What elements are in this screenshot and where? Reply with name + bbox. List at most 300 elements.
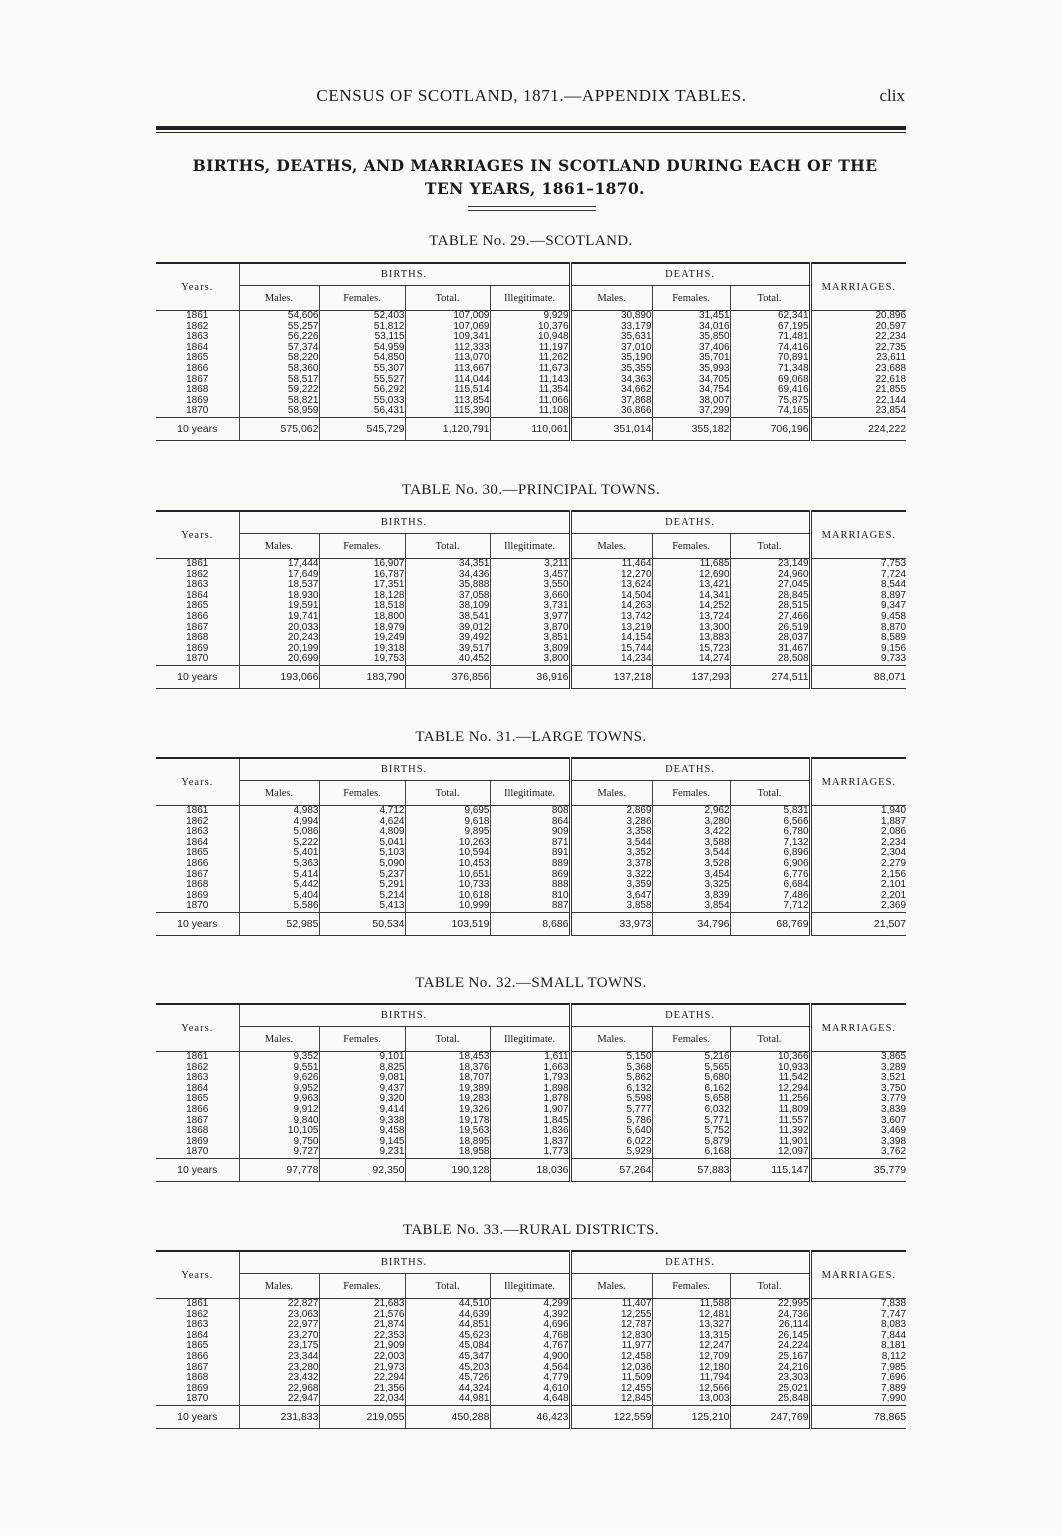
cell-deaths-females: 13,315	[698, 1329, 730, 1341]
cell-births-males: 9,750	[293, 1135, 319, 1147]
cell-births-illegitimate: 11,066	[538, 394, 569, 406]
cell-births-males: 22,968	[287, 1382, 319, 1394]
cell-deaths-total: 26,145	[777, 1329, 809, 1341]
cell-deaths-males: 5,786	[626, 1114, 652, 1126]
cell-years: 1864	[186, 341, 209, 353]
cell-deaths-males: 6,022	[626, 1135, 652, 1147]
cell-births-total: 19,389	[458, 1082, 490, 1094]
cell-births-total: 19,563	[458, 1125, 490, 1137]
cell-births-illegitimate: 1,898	[543, 1082, 569, 1094]
deaths-total-header: Total.	[730, 286, 810, 311]
column-births-females	[319, 559, 405, 666]
cell-deaths-total: 23,149	[777, 558, 809, 569]
cell-marriages: 9,347	[881, 600, 907, 612]
cell-marriages: 7,889	[881, 1382, 907, 1394]
cell-deaths-total: 11,809	[778, 1103, 809, 1115]
cell-marriages: 9,458	[881, 610, 907, 622]
cell-deaths-females: 38,007	[698, 394, 730, 406]
cell-births-females: 21,909	[373, 1340, 405, 1352]
births-total-header: Total.	[405, 534, 490, 559]
column-deaths-females	[652, 1299, 730, 1406]
cell-births-illegitimate: 1,836	[543, 1125, 569, 1137]
cell-births-illegitimate: 909	[551, 826, 569, 838]
deaths-males-header: Males.	[570, 534, 652, 559]
cell-births-males: 9,912	[293, 1103, 319, 1115]
cell-deaths-total: 28,508	[777, 653, 809, 665]
deaths-header: DEATHS.	[570, 1251, 810, 1274]
cell-births-females: 21,874	[373, 1319, 405, 1331]
column-births-total	[405, 311, 490, 418]
deaths-total-header: Total.	[730, 534, 810, 559]
cell-births-illegitimate: 11,143	[538, 373, 569, 385]
births-header: BIRTHS.	[239, 263, 570, 286]
cell-births-females: 9,437	[379, 1082, 405, 1094]
cell-births-total: 10,733	[458, 879, 490, 891]
cell-years: 1865	[186, 352, 209, 364]
cell-births-females: 17,351	[373, 579, 405, 591]
total-label: 10 years	[156, 417, 239, 440]
column-births-total	[405, 559, 490, 666]
cell-marriages: 7,985	[881, 1361, 907, 1373]
total-deaths-females: 57,883	[652, 1158, 730, 1181]
cell-deaths-females: 11,588	[699, 1298, 730, 1309]
cell-years: 1861	[186, 310, 209, 321]
cell-births-illegitimate: 887	[551, 900, 569, 912]
births-males-header: Males.	[239, 1027, 319, 1052]
cell-births-total: 44,510	[458, 1298, 490, 1309]
cell-years: 1870	[186, 653, 209, 665]
cell-births-illegitimate: 3,870	[543, 621, 569, 633]
cell-births-illegitimate: 1,663	[543, 1061, 569, 1073]
total-marriages: 35,779	[810, 1158, 906, 1181]
cell-births-total: 18,707	[458, 1072, 490, 1084]
cell-years: 1867	[186, 1361, 209, 1373]
cell-births-illegitimate: 3,800	[543, 653, 569, 665]
cell-births-females: 19,753	[373, 653, 405, 665]
cell-deaths-females: 5,680	[704, 1072, 730, 1084]
deaths-females-header: Females.	[652, 286, 730, 311]
cell-years: 1867	[186, 1114, 209, 1126]
cell-deaths-total: 12,097	[777, 1146, 809, 1158]
cell-deaths-males: 3,647	[626, 889, 652, 901]
cell-births-total: 44,639	[458, 1308, 490, 1320]
cell-births-total: 10,999	[458, 900, 490, 912]
cell-births-males: 5,442	[293, 879, 319, 891]
cell-births-illegitimate: 4,779	[543, 1372, 569, 1384]
cell-births-total: 40,452	[458, 653, 490, 665]
births-males-header: Males.	[239, 534, 319, 559]
cell-marriages: 8,870	[881, 621, 907, 633]
cell-marriages: 2,304	[881, 847, 907, 859]
cell-deaths-females: 13,724	[698, 610, 730, 622]
cell-years: 1869	[186, 642, 209, 654]
cell-births-males: 20,243	[287, 632, 319, 644]
cell-years: 1865	[186, 600, 209, 612]
total-births-males: 231,833	[239, 1405, 319, 1428]
cell-deaths-total: 62,341	[777, 310, 809, 321]
cell-deaths-total: 11,256	[778, 1093, 809, 1105]
cell-deaths-males: 3,358	[626, 826, 652, 838]
cell-births-total: 35,888	[458, 579, 490, 591]
main-title-line2: TEN YEARS, 1861–1870.	[425, 179, 645, 198]
cell-births-total: 44,851	[458, 1319, 490, 1331]
deaths-header: DEATHS.	[570, 1004, 810, 1027]
cell-births-females: 54,850	[373, 352, 405, 364]
cell-births-females: 4,809	[379, 826, 405, 838]
cell-births-males: 22,977	[287, 1319, 319, 1331]
cell-births-males: 5,363	[293, 857, 319, 869]
cell-deaths-males: 13,742	[620, 610, 652, 622]
cell-deaths-females: 13,421	[698, 579, 730, 591]
cell-births-females: 8,825	[379, 1061, 405, 1073]
cell-births-females: 52,403	[373, 310, 405, 321]
cell-deaths-males: 37,010	[620, 341, 652, 353]
cell-deaths-total: 10,366	[777, 1051, 809, 1062]
total-births-illegitimate: 110,061	[490, 417, 570, 440]
cell-marriages: 3,865	[881, 1051, 907, 1062]
cell-deaths-total: 24,960	[777, 568, 809, 580]
cell-births-illegitimate: 1,845	[543, 1114, 569, 1126]
cell-deaths-males: 13,219	[620, 621, 652, 633]
cell-births-males: 22,827	[287, 1298, 319, 1309]
cell-deaths-females: 5,752	[704, 1125, 730, 1137]
cell-deaths-total: 11,557	[778, 1114, 809, 1126]
cell-births-females: 9,231	[379, 1146, 405, 1158]
header-row-columns	[156, 781, 906, 806]
cell-births-total: 113,854	[454, 394, 490, 406]
cell-births-males: 57,374	[287, 341, 319, 353]
cell-deaths-males: 12,455	[620, 1382, 652, 1394]
cell-births-males: 22,947	[287, 1393, 319, 1405]
cell-births-males: 18,930	[287, 589, 319, 601]
cell-deaths-males: 6,132	[626, 1082, 652, 1094]
cell-births-females: 21,576	[373, 1308, 405, 1320]
cell-births-males: 58,959	[287, 405, 319, 417]
deaths-total-header: Total.	[730, 1274, 810, 1299]
cell-births-illegitimate: 3,550	[543, 579, 569, 591]
cell-marriages: 2,086	[881, 826, 907, 838]
cell-births-females: 53,115	[374, 331, 405, 343]
cell-births-illegitimate: 1,793	[543, 1072, 569, 1084]
cell-births-illegitimate: 10,376	[537, 320, 569, 332]
cell-births-total: 114,044	[454, 373, 490, 385]
total-deaths-males: 137,218	[570, 665, 652, 688]
cell-marriages: 3,839	[881, 1103, 907, 1115]
years-header: Years.	[156, 1004, 239, 1052]
cell-births-illegitimate: 11,108	[538, 405, 569, 417]
cell-births-illegitimate: 810	[551, 889, 569, 901]
cell-deaths-total: 23,303	[777, 1372, 809, 1384]
cell-births-illegitimate: 4,610	[543, 1382, 569, 1394]
cell-births-total: 45,203	[458, 1361, 490, 1373]
births-total-header: Total.	[405, 1274, 490, 1299]
total-label: 10 years	[156, 1158, 239, 1181]
cell-years: 1868	[186, 879, 209, 891]
cell-births-total: 38,109	[458, 600, 490, 612]
total-deaths-males: 57,264	[570, 1158, 652, 1181]
cell-marriages: 8,589	[881, 632, 907, 644]
data-row-block	[156, 1299, 906, 1406]
column-marriages	[810, 1299, 906, 1406]
cell-years: 1870	[186, 1393, 209, 1405]
cell-births-females: 9,414	[379, 1103, 405, 1115]
totals-row	[156, 665, 906, 688]
cell-births-total: 45,623	[458, 1329, 490, 1341]
cell-years: 1866	[186, 857, 209, 869]
cell-births-females: 18,128	[373, 589, 405, 601]
cell-years: 1866	[186, 1350, 209, 1362]
cell-births-females: 9,101	[379, 1051, 405, 1062]
cell-births-females: 5,041	[379, 836, 405, 848]
column-births-illegitimate	[490, 559, 570, 666]
cell-births-illegitimate: 4,392	[543, 1308, 569, 1320]
cell-deaths-females: 12,566	[698, 1382, 730, 1394]
cell-births-illegitimate: 4,767	[543, 1340, 569, 1352]
column-births-males	[239, 1299, 319, 1406]
cell-births-total: 112,333	[454, 341, 490, 353]
cell-deaths-females: 11,685	[699, 558, 730, 569]
cell-births-females: 51,812	[373, 320, 405, 332]
deaths-males-header: Males.	[570, 1274, 652, 1299]
cell-births-males: 9,727	[293, 1146, 319, 1158]
column-marriages	[810, 806, 906, 913]
totals-row	[156, 1158, 906, 1181]
cell-deaths-females: 37,299	[698, 405, 730, 417]
column-deaths-males	[570, 806, 652, 913]
cell-deaths-total: 69,416	[777, 384, 809, 396]
census-table	[156, 757, 906, 936]
cell-births-illegitimate: 869	[551, 868, 569, 880]
cell-deaths-females: 13,883	[698, 632, 730, 644]
cell-births-females: 22,034	[373, 1393, 405, 1405]
cell-births-total: 109,341	[453, 331, 490, 343]
cell-births-females: 9,338	[379, 1114, 405, 1126]
cell-births-total: 113,667	[454, 362, 490, 374]
cell-marriages: 3,607	[881, 1114, 907, 1126]
cell-deaths-males: 11,464	[621, 558, 652, 569]
cell-deaths-females: 13,003	[698, 1393, 730, 1405]
marriages-header: MARRIAGES.	[810, 1004, 906, 1052]
cell-deaths-total: 11,392	[778, 1125, 809, 1137]
cell-years: 1866	[186, 610, 209, 622]
cell-deaths-males: 3,286	[626, 815, 652, 827]
cell-births-illegitimate: 3,851	[543, 632, 569, 644]
table-title: TABLE No. 30.—PRINCIPAL TOWNS.	[401, 482, 661, 498]
cell-years: 1866	[186, 1103, 209, 1115]
cell-years: 1868	[186, 632, 209, 644]
cell-births-total: 44,324	[458, 1382, 490, 1394]
cell-births-females: 16,907	[373, 558, 405, 569]
cell-deaths-females: 3,854	[704, 900, 730, 912]
cell-years: 1869	[186, 1135, 209, 1147]
cell-marriages: 2,234	[881, 836, 907, 848]
cell-deaths-total: 25,848	[777, 1393, 809, 1405]
cell-deaths-females: 3,454	[704, 868, 730, 880]
cell-marriages: 2,279	[881, 857, 907, 869]
cell-births-illegitimate: 808	[551, 805, 569, 816]
cell-births-illegitimate: 11,354	[538, 384, 569, 396]
cell-deaths-females: 3,544	[704, 847, 730, 859]
cell-marriages: 8,897	[881, 589, 907, 601]
deaths-females-header: Females.	[652, 1274, 730, 1299]
total-marriages: 88,071	[810, 665, 906, 688]
cell-births-total: 39,517	[458, 642, 490, 654]
cell-years: 1870	[186, 405, 209, 417]
cell-deaths-females: 12,481	[698, 1308, 730, 1320]
cell-births-total: 115,514	[454, 384, 490, 396]
cell-births-illegitimate: 11,673	[538, 362, 569, 374]
cell-births-illegitimate: 871	[551, 836, 569, 848]
cell-births-illegitimate: 889	[551, 857, 569, 869]
header-row-columns	[156, 534, 906, 559]
cell-births-illegitimate: 3,731	[543, 600, 569, 612]
cell-deaths-females: 3,325	[704, 879, 730, 891]
cell-births-illegitimate: 4,299	[543, 1298, 569, 1309]
cell-deaths-males: 35,190	[620, 352, 652, 364]
births-males-header: Males.	[239, 781, 319, 806]
cell-births-males: 4,983	[293, 805, 319, 816]
cell-deaths-males: 3,352	[626, 847, 652, 859]
column-deaths-females	[652, 1052, 730, 1159]
cell-deaths-total: 24,216	[777, 1361, 809, 1373]
years-header: Years.	[156, 1251, 239, 1299]
cell-births-total: 9,618	[464, 815, 490, 827]
cell-marriages: 23,854	[875, 405, 907, 417]
cell-births-males: 20,033	[287, 621, 319, 633]
cell-years: 1869	[186, 1382, 209, 1394]
cell-deaths-females: 11,794	[699, 1372, 730, 1384]
cell-births-females: 22,353	[373, 1329, 405, 1341]
cell-births-illegitimate: 4,768	[543, 1329, 569, 1341]
cell-births-total: 113,070	[454, 352, 490, 364]
cell-deaths-females: 6,162	[704, 1082, 730, 1094]
births-header: BIRTHS.	[239, 511, 570, 534]
cell-marriages: 7,990	[881, 1393, 907, 1405]
total-births-total: 450,288	[405, 1405, 490, 1428]
column-deaths-males	[570, 1299, 652, 1406]
births-header: BIRTHS.	[239, 1004, 570, 1027]
cell-years: 1867	[186, 868, 209, 880]
cell-births-total: 10,651	[458, 868, 490, 880]
cell-deaths-females: 13,300	[698, 621, 730, 633]
cell-years: 1865	[186, 847, 209, 859]
total-deaths-females: 137,293	[652, 665, 730, 688]
totals-row	[156, 1405, 906, 1428]
cell-births-total: 39,492	[458, 632, 490, 644]
cell-births-males: 9,352	[293, 1051, 319, 1062]
cell-years: 1863	[186, 579, 209, 591]
cell-deaths-males: 3,322	[626, 868, 652, 880]
cell-births-males: 9,840	[293, 1114, 319, 1126]
column-marriages	[810, 559, 906, 666]
cell-deaths-females: 34,016	[698, 320, 730, 332]
cell-births-illegitimate: 4,696	[543, 1319, 569, 1331]
cell-marriages: 20,896	[875, 310, 907, 321]
cell-deaths-total: 22,995	[777, 1298, 809, 1309]
total-marriages: 78,865	[810, 1405, 906, 1428]
data-row-block	[156, 559, 906, 666]
cell-births-illegitimate: 3,660	[543, 589, 569, 601]
header-row-columns	[156, 1027, 906, 1052]
total-births-illegitimate: 18,036	[490, 1158, 570, 1181]
column-deaths-total	[730, 1299, 810, 1406]
cell-marriages: 8,544	[881, 579, 907, 591]
total-births-females: 545,729	[319, 417, 405, 440]
cell-deaths-females: 35,993	[698, 362, 730, 374]
column-years	[156, 1052, 239, 1159]
cell-years: 1865	[186, 1093, 209, 1105]
cell-marriages: 20,597	[875, 320, 907, 332]
column-births-illegitimate	[490, 311, 570, 418]
cell-years: 1863	[186, 1319, 209, 1331]
years-header: Years.	[156, 511, 239, 559]
cell-years: 1865	[186, 1340, 209, 1352]
cell-births-illegitimate: 4,564	[543, 1361, 569, 1373]
total-deaths-males: 33,973	[570, 912, 652, 935]
column-births-females	[319, 311, 405, 418]
cell-births-total: 107,069	[453, 320, 490, 332]
deaths-males-header: Males.	[570, 1027, 652, 1052]
column-marriages	[810, 1052, 906, 1159]
cell-births-females: 4,712	[379, 805, 405, 816]
total-deaths-total: 115,147	[730, 1158, 810, 1181]
cell-births-females: 9,145	[379, 1135, 405, 1147]
header-row-groups	[156, 1251, 906, 1274]
cell-deaths-females: 12,180	[698, 1361, 730, 1373]
cell-deaths-total: 5,831	[783, 805, 809, 816]
cell-deaths-males: 11,509	[621, 1372, 652, 1384]
births-illegitimate-header: Illegitimate.	[490, 1027, 570, 1052]
cell-deaths-total: 26,519	[777, 621, 809, 633]
cell-deaths-total: 71,481	[777, 331, 809, 343]
title-rule	[468, 210, 596, 211]
cell-births-males: 58,821	[287, 394, 319, 406]
cell-marriages: 2,201	[881, 889, 907, 901]
cell-deaths-males: 14,154	[620, 632, 652, 644]
cell-births-males: 23,063	[287, 1308, 319, 1320]
cell-births-males: 18,537	[287, 579, 319, 591]
census-table	[156, 1250, 906, 1429]
header-rule-thick	[156, 126, 906, 130]
births-illegitimate-header: Illegitimate.	[490, 1274, 570, 1299]
cell-deaths-females: 3,280	[704, 815, 730, 827]
cell-births-total: 115,390	[454, 405, 490, 417]
running-head	[0, 86, 1063, 110]
cell-births-illegitimate: 3,211	[544, 558, 569, 569]
cell-births-females: 21,356	[373, 1382, 405, 1394]
cell-years: 1867	[186, 373, 209, 385]
cell-deaths-females: 12,690	[698, 568, 730, 580]
cell-marriages: 3,779	[881, 1093, 907, 1105]
cell-births-females: 56,292	[373, 384, 405, 396]
column-births-illegitimate	[490, 806, 570, 913]
cell-births-total: 34,436	[458, 568, 490, 580]
cell-deaths-females: 3,528	[704, 857, 730, 869]
total-deaths-males: 351,014	[570, 417, 652, 440]
cell-deaths-females: 37,406	[698, 341, 730, 353]
births-illegitimate-header: Illegitimate.	[490, 286, 570, 311]
marriages-header: MARRIAGES.	[810, 1251, 906, 1299]
column-deaths-males	[570, 559, 652, 666]
cell-births-females: 21,683	[373, 1298, 405, 1309]
cell-marriages: 8,112	[881, 1350, 907, 1362]
births-total-header: Total.	[405, 781, 490, 806]
cell-deaths-males: 5,368	[626, 1061, 652, 1073]
cell-deaths-total: 69,068	[777, 373, 809, 385]
column-births-males	[239, 311, 319, 418]
births-males-header: Males.	[239, 286, 319, 311]
cell-deaths-females: 3,588	[704, 836, 730, 848]
